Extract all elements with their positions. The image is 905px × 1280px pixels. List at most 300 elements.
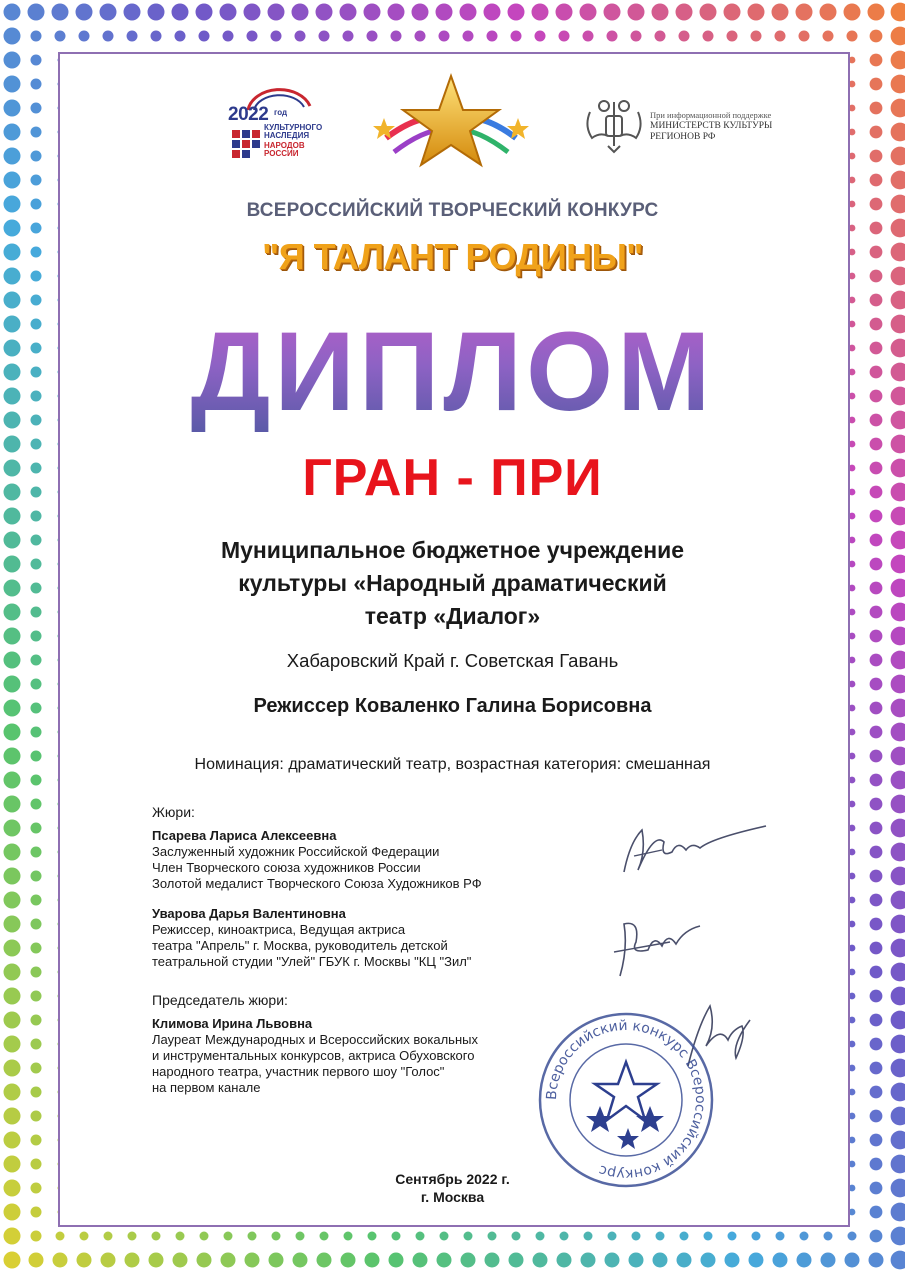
frame-dot <box>533 1253 548 1268</box>
frame-dot <box>870 174 883 187</box>
frame-dot <box>870 1038 883 1051</box>
frame-dot <box>340 4 357 21</box>
frame-dot <box>870 894 883 907</box>
frame-dot <box>416 1232 425 1241</box>
frame-dot <box>701 1253 716 1268</box>
frame-dot <box>296 1232 305 1241</box>
frame-dot <box>224 1232 233 1241</box>
recipient-organization <box>150 534 755 633</box>
frame-dot <box>725 1253 740 1268</box>
frame-dot <box>436 4 453 21</box>
frame-dot <box>31 847 42 858</box>
frame-dot <box>31 799 42 810</box>
frame-dot <box>173 1253 188 1268</box>
frame-dot <box>773 1253 788 1268</box>
frame-dot <box>128 1232 137 1241</box>
frame-dot <box>870 510 883 523</box>
frame-dot <box>870 294 883 307</box>
frame-dot <box>341 1253 356 1268</box>
frame-dot <box>870 726 883 739</box>
frame-dot <box>440 1232 449 1241</box>
frame-dot <box>31 295 42 306</box>
frame-dot <box>776 1232 785 1241</box>
frame-dot <box>199 31 210 42</box>
frame-dot <box>488 1232 497 1241</box>
frame-dot <box>53 1253 68 1268</box>
frame-dot <box>31 631 42 642</box>
frame-dot <box>437 1253 452 1268</box>
frame-dot <box>152 1232 161 1241</box>
frame-dot <box>4 1252 21 1269</box>
frame-dot <box>4 532 21 549</box>
heritage-line-1: КУЛЬТУРНОГО <box>264 123 323 132</box>
frame-dot <box>31 31 42 42</box>
frame-dot <box>749 1253 764 1268</box>
contest-seal <box>536 1010 716 1190</box>
frame-dot <box>148 4 165 21</box>
frame-dot <box>484 4 501 21</box>
heritage-line-4: РОССИИ <box>264 149 299 158</box>
frame-dot <box>728 1232 737 1241</box>
frame-dot <box>200 1232 209 1241</box>
frame-dot <box>4 604 21 621</box>
signature-2 <box>610 912 710 984</box>
frame-dot <box>870 582 883 595</box>
frame-dot <box>870 1206 883 1219</box>
frame-dot <box>870 1086 883 1099</box>
frame-dot <box>31 1087 42 1098</box>
frame-dot <box>870 1014 883 1027</box>
frame-dot <box>316 4 333 21</box>
frame-dot <box>700 4 717 21</box>
frame-dot <box>220 4 237 21</box>
frame-dot <box>824 1232 833 1241</box>
frame-dot <box>124 4 141 21</box>
frame-dot <box>295 31 306 42</box>
frame-dot <box>4 100 21 117</box>
frame-dot <box>652 4 669 21</box>
frame-dot <box>271 31 282 42</box>
frame-dot <box>76 4 93 21</box>
frame-dot <box>149 1253 164 1268</box>
org-line-3: театр «Диалог» <box>364 603 541 629</box>
frame-dot <box>31 1135 42 1146</box>
frame-dot <box>870 78 883 91</box>
frame-dot <box>31 1063 42 1074</box>
frame-dot <box>197 1253 212 1268</box>
frame-dot <box>245 1253 260 1268</box>
frame-dot <box>31 727 42 738</box>
frame-dot <box>343 31 354 42</box>
frame-dot <box>125 1253 140 1268</box>
frame-dot <box>891 51 905 70</box>
frame-dot <box>77 1253 92 1268</box>
frame-dot <box>891 291 905 310</box>
frame-dot <box>870 678 883 691</box>
frame-dot <box>4 1108 21 1125</box>
jury-member-name: Уварова Дарья Валентиновна <box>152 906 346 921</box>
frame-dot <box>103 31 114 42</box>
frame-dot <box>775 31 786 42</box>
frame-dot <box>870 606 883 619</box>
frame-dot <box>292 4 309 21</box>
jury-member-name: Псарева Лариса Алексеевна <box>152 828 337 843</box>
issue-date: Сентябрь 2022 г. <box>395 1171 510 1187</box>
state-emblem-icon <box>582 92 646 156</box>
frame-dot <box>772 4 789 21</box>
frame-dot <box>845 1253 860 1268</box>
frame-dot <box>439 31 450 42</box>
frame-dot <box>176 1232 185 1241</box>
frame-dot <box>367 31 378 42</box>
frame-dot <box>891 675 905 694</box>
frame-dot <box>870 102 883 115</box>
frame-dot <box>580 4 597 21</box>
frame-dot <box>800 1232 809 1241</box>
frame-dot <box>891 1011 905 1030</box>
frame-dot <box>4 52 21 69</box>
frame-dot <box>196 4 213 21</box>
frame-dot <box>4 892 21 909</box>
jury-member-line: Член Творческого союза художников России <box>152 860 421 875</box>
jury-chair-line: и инструментальных конкурсов, актриса Обуховского <box>152 1048 475 1063</box>
frame-dot <box>4 844 21 861</box>
frame-dot <box>891 987 905 1006</box>
frame-dot <box>368 1232 377 1241</box>
frame-dot <box>891 531 905 550</box>
frame-dot <box>320 1232 329 1241</box>
frame-dot <box>31 1207 42 1218</box>
frame-dot <box>31 1039 42 1050</box>
jury-chair <box>152 1016 592 1096</box>
frame-dot <box>891 1083 905 1102</box>
signature-1 <box>616 812 776 882</box>
frame-dot <box>870 1230 883 1243</box>
frame-dot <box>891 99 905 118</box>
recipient-region: Хабаровский Край г. Советская Гавань <box>286 650 619 671</box>
frame-dot <box>80 1232 89 1241</box>
frame-dot <box>891 507 905 526</box>
frame-dot <box>4 124 21 141</box>
frame-dot <box>4 1084 21 1101</box>
issue-city: г. Москва <box>420 1189 485 1205</box>
frame-dot <box>604 4 621 21</box>
frame-dot <box>891 171 905 190</box>
frame-dot <box>512 1232 521 1241</box>
frame-dot <box>677 1253 692 1268</box>
frame-dot <box>31 1231 42 1242</box>
frame-dot <box>820 4 837 21</box>
frame-dot <box>389 1253 404 1268</box>
frame-dot <box>870 630 883 643</box>
frame-dot <box>891 147 905 166</box>
org-line-1: Муниципальное бюджетное учреждение <box>220 537 685 563</box>
frame-dot <box>870 222 883 235</box>
frame-dot <box>52 4 69 21</box>
frame-dot <box>412 4 429 21</box>
frame-dot <box>4 1228 21 1245</box>
frame-dot <box>4 1060 21 1077</box>
frame-dot <box>4 508 21 525</box>
frame-dot <box>581 1253 596 1268</box>
frame-dot <box>870 30 883 43</box>
jury-label: Жюри: <box>152 804 195 820</box>
frame-dot <box>461 1253 476 1268</box>
frame-dot <box>127 31 138 42</box>
frame-dot <box>31 991 42 1002</box>
frame-dot <box>891 627 905 646</box>
frame-dot <box>891 1107 905 1126</box>
frame-dot <box>752 1232 761 1241</box>
frame-dot <box>557 1253 572 1268</box>
frame-dot <box>891 1059 905 1078</box>
frame-dot <box>269 1253 284 1268</box>
frame-dot <box>4 676 21 693</box>
frame-dot <box>848 1232 857 1241</box>
frame-dot <box>4 988 21 1005</box>
frame-dot <box>870 1062 883 1075</box>
jury-member-line: театральной студии "Улей" ГБУК г. Москвы "КЦ "Зил" <box>152 954 472 969</box>
frame-dot <box>868 4 885 21</box>
contest-subtitle: ВСЕРОССИЙСКИЙ ТВОРЧЕСКИЙ КОНКУРС <box>246 200 659 221</box>
frame-dot <box>4 220 21 237</box>
frame-dot <box>388 4 405 21</box>
frame-dot <box>31 535 42 546</box>
jury-chair-line: народного театра, участник первого шоу "Голос" <box>152 1064 445 1079</box>
frame-dot <box>891 795 905 814</box>
frame-dot <box>870 774 883 787</box>
frame-dot <box>584 1232 593 1241</box>
frame-dot <box>870 558 883 571</box>
frame-dot <box>870 942 883 955</box>
frame-dot <box>891 27 905 46</box>
frame-dot <box>891 1251 905 1270</box>
frame-dot <box>413 1253 428 1268</box>
heritage-year: 2022 <box>228 104 269 125</box>
jury-member-line: Заслуженный художник Российской Федерации <box>152 844 440 859</box>
support-line-1: При информационной поддержке <box>650 110 772 120</box>
frame-dot <box>4 916 21 933</box>
nomination: Номинация: драматический театр, возрастная категория: смешанная <box>194 756 711 773</box>
frame-dot <box>55 31 66 42</box>
frame-dot <box>891 1035 905 1054</box>
frame-dot <box>891 867 905 886</box>
frame-dot <box>317 1253 332 1268</box>
frame-dot <box>104 1232 113 1241</box>
frame-dot <box>56 1232 65 1241</box>
frame-dot <box>821 1253 836 1268</box>
frame-dot <box>748 4 765 21</box>
frame-dot <box>870 966 883 979</box>
frame-dot <box>31 223 42 234</box>
frame-dot <box>891 915 905 934</box>
frame-dot <box>679 31 690 42</box>
frame-dot <box>31 967 42 978</box>
frame-dot <box>870 126 883 139</box>
contest-name: "Я ТАЛАНТ РОДИНЫ" <box>262 236 643 277</box>
frame-dot <box>268 4 285 21</box>
frame-dot <box>559 31 570 42</box>
frame-dot <box>870 846 883 859</box>
frame-dot <box>891 819 905 838</box>
frame-dot <box>556 4 573 21</box>
svg-text:Всероссийский конкурс Всеросси <box>544 1018 708 1182</box>
frame-dot <box>532 4 549 21</box>
frame-dot <box>4 1036 21 1053</box>
frame-dot <box>415 31 426 42</box>
frame-dot <box>870 798 883 811</box>
frame-dot <box>4 292 21 309</box>
heritage-pattern-icon <box>232 130 262 158</box>
info-support-text <box>650 110 800 143</box>
frame-dot <box>560 1232 569 1241</box>
frame-dot <box>628 4 645 21</box>
award-title: ГРАН - ПРИ <box>302 449 603 507</box>
frame-dot <box>891 1227 905 1246</box>
frame-dot <box>31 775 42 786</box>
frame-dot <box>676 4 693 21</box>
frame-dot <box>4 964 21 981</box>
frame-dot <box>629 1253 644 1268</box>
org-line-2: культуры «Народный драматический <box>238 570 667 596</box>
frame-dot <box>31 559 42 570</box>
frame-dot <box>79 31 90 42</box>
frame-dot <box>631 31 642 42</box>
jury-chair-line: на первом канале <box>152 1080 261 1095</box>
jury-member-line: театра "Апрель" г. Москва, руководитель детской <box>152 938 448 953</box>
frame-dot <box>797 1253 812 1268</box>
frame-dot <box>847 31 858 42</box>
frame-dot <box>509 1253 524 1268</box>
frame-dot <box>891 123 905 142</box>
frame-dot <box>4 796 21 813</box>
diploma-title: ДИПЛОМ <box>0 312 905 432</box>
frame-dot <box>175 31 186 42</box>
frame-dot <box>870 822 883 835</box>
frame-dot <box>704 1232 713 1241</box>
frame-dot <box>870 150 883 163</box>
frame-dot <box>4 148 21 165</box>
frame-dot <box>272 1232 281 1241</box>
frame-dot <box>655 31 666 42</box>
frame-dot <box>870 1158 883 1171</box>
frame-dot <box>605 1253 620 1268</box>
jury-member-line: Золотой медалист Творческого Союза Художников РФ <box>152 876 482 891</box>
jury-chair-label: Председатель жюри: <box>152 992 288 1008</box>
frame-dot <box>870 990 883 1003</box>
frame-dot <box>31 55 42 66</box>
frame-dot <box>891 843 905 862</box>
frame-dot <box>31 127 42 138</box>
frame-dot <box>31 1015 42 1026</box>
frame-dot <box>31 103 42 114</box>
frame-dot <box>4 940 21 957</box>
frame-dot <box>344 1232 353 1241</box>
frame-dot <box>632 1232 641 1241</box>
frame-dot <box>31 823 42 834</box>
frame-dot <box>392 1232 401 1241</box>
frame-dot <box>244 4 261 21</box>
heritage-line-2: НАСЛЕДИЯ <box>264 131 310 140</box>
frame-dot <box>4 868 21 885</box>
frame-dot <box>31 943 42 954</box>
frame-dot <box>293 1253 308 1268</box>
frame-dot <box>536 1232 545 1241</box>
contest-star-logo-icon <box>366 68 536 178</box>
support-line-3: РЕГИОНОВ РФ <box>650 132 716 142</box>
frame-dot <box>4 580 21 597</box>
frame-dot <box>365 1253 380 1268</box>
frame-dot <box>31 151 42 162</box>
frame-dot <box>799 31 810 42</box>
frame-dot <box>891 75 905 94</box>
frame-dot <box>101 1253 116 1268</box>
frame-dot <box>751 31 762 42</box>
frame-dot <box>247 31 258 42</box>
frame-dot <box>4 4 21 21</box>
frame-dot <box>724 4 741 21</box>
frame-dot <box>4 628 21 645</box>
frame-dot <box>870 870 883 883</box>
heritage-line-3: НАРОДОВ <box>264 141 305 150</box>
frame-dot <box>4 172 21 189</box>
frame-dot <box>653 1253 668 1268</box>
jury-member-2 <box>152 906 592 970</box>
frame-dot <box>796 4 813 21</box>
frame-dot <box>151 31 162 42</box>
frame-dot <box>4 1012 21 1029</box>
frame-dot <box>535 31 546 42</box>
frame-dot <box>4 820 21 837</box>
frame-dot <box>844 4 861 21</box>
heritage-god: год <box>274 108 288 117</box>
frame-dot <box>31 79 42 90</box>
frame-dot <box>870 1110 883 1123</box>
frame-dot <box>31 871 42 882</box>
frame-dot <box>485 1253 500 1268</box>
frame-dot <box>4 76 21 93</box>
frame-dot <box>31 175 42 186</box>
frame-dot <box>100 4 117 21</box>
jury-member-1 <box>152 828 592 892</box>
frame-dot <box>891 3 905 22</box>
frame-dot <box>870 1134 883 1147</box>
frame-dot <box>607 31 618 42</box>
frame-dot <box>891 555 905 574</box>
frame-dot <box>4 1204 21 1221</box>
frame-dot <box>703 31 714 42</box>
frame-dot <box>656 1232 665 1241</box>
frame-dot <box>891 603 905 622</box>
frame-dot <box>608 1232 617 1241</box>
frame-dot <box>891 939 905 958</box>
seal-text: Всероссийский конкурс Всероссийский конкурс <box>543 1017 709 1183</box>
frame-dot <box>463 31 474 42</box>
frame-dot <box>891 963 905 982</box>
frame-dot <box>680 1232 689 1241</box>
frame-dot <box>31 1111 42 1122</box>
jury-member-line: Режиссер, киноактриса, Ведущая актриса <box>152 922 406 937</box>
frame-dot <box>31 607 42 618</box>
heritage-year-logo <box>228 88 328 168</box>
frame-dot <box>4 772 21 789</box>
frame-dot <box>4 28 21 45</box>
frame-dot <box>583 31 594 42</box>
frame-dot <box>172 4 189 21</box>
frame-dot <box>727 31 738 42</box>
frame-dot <box>31 679 42 690</box>
frame-dot <box>891 1131 905 1150</box>
